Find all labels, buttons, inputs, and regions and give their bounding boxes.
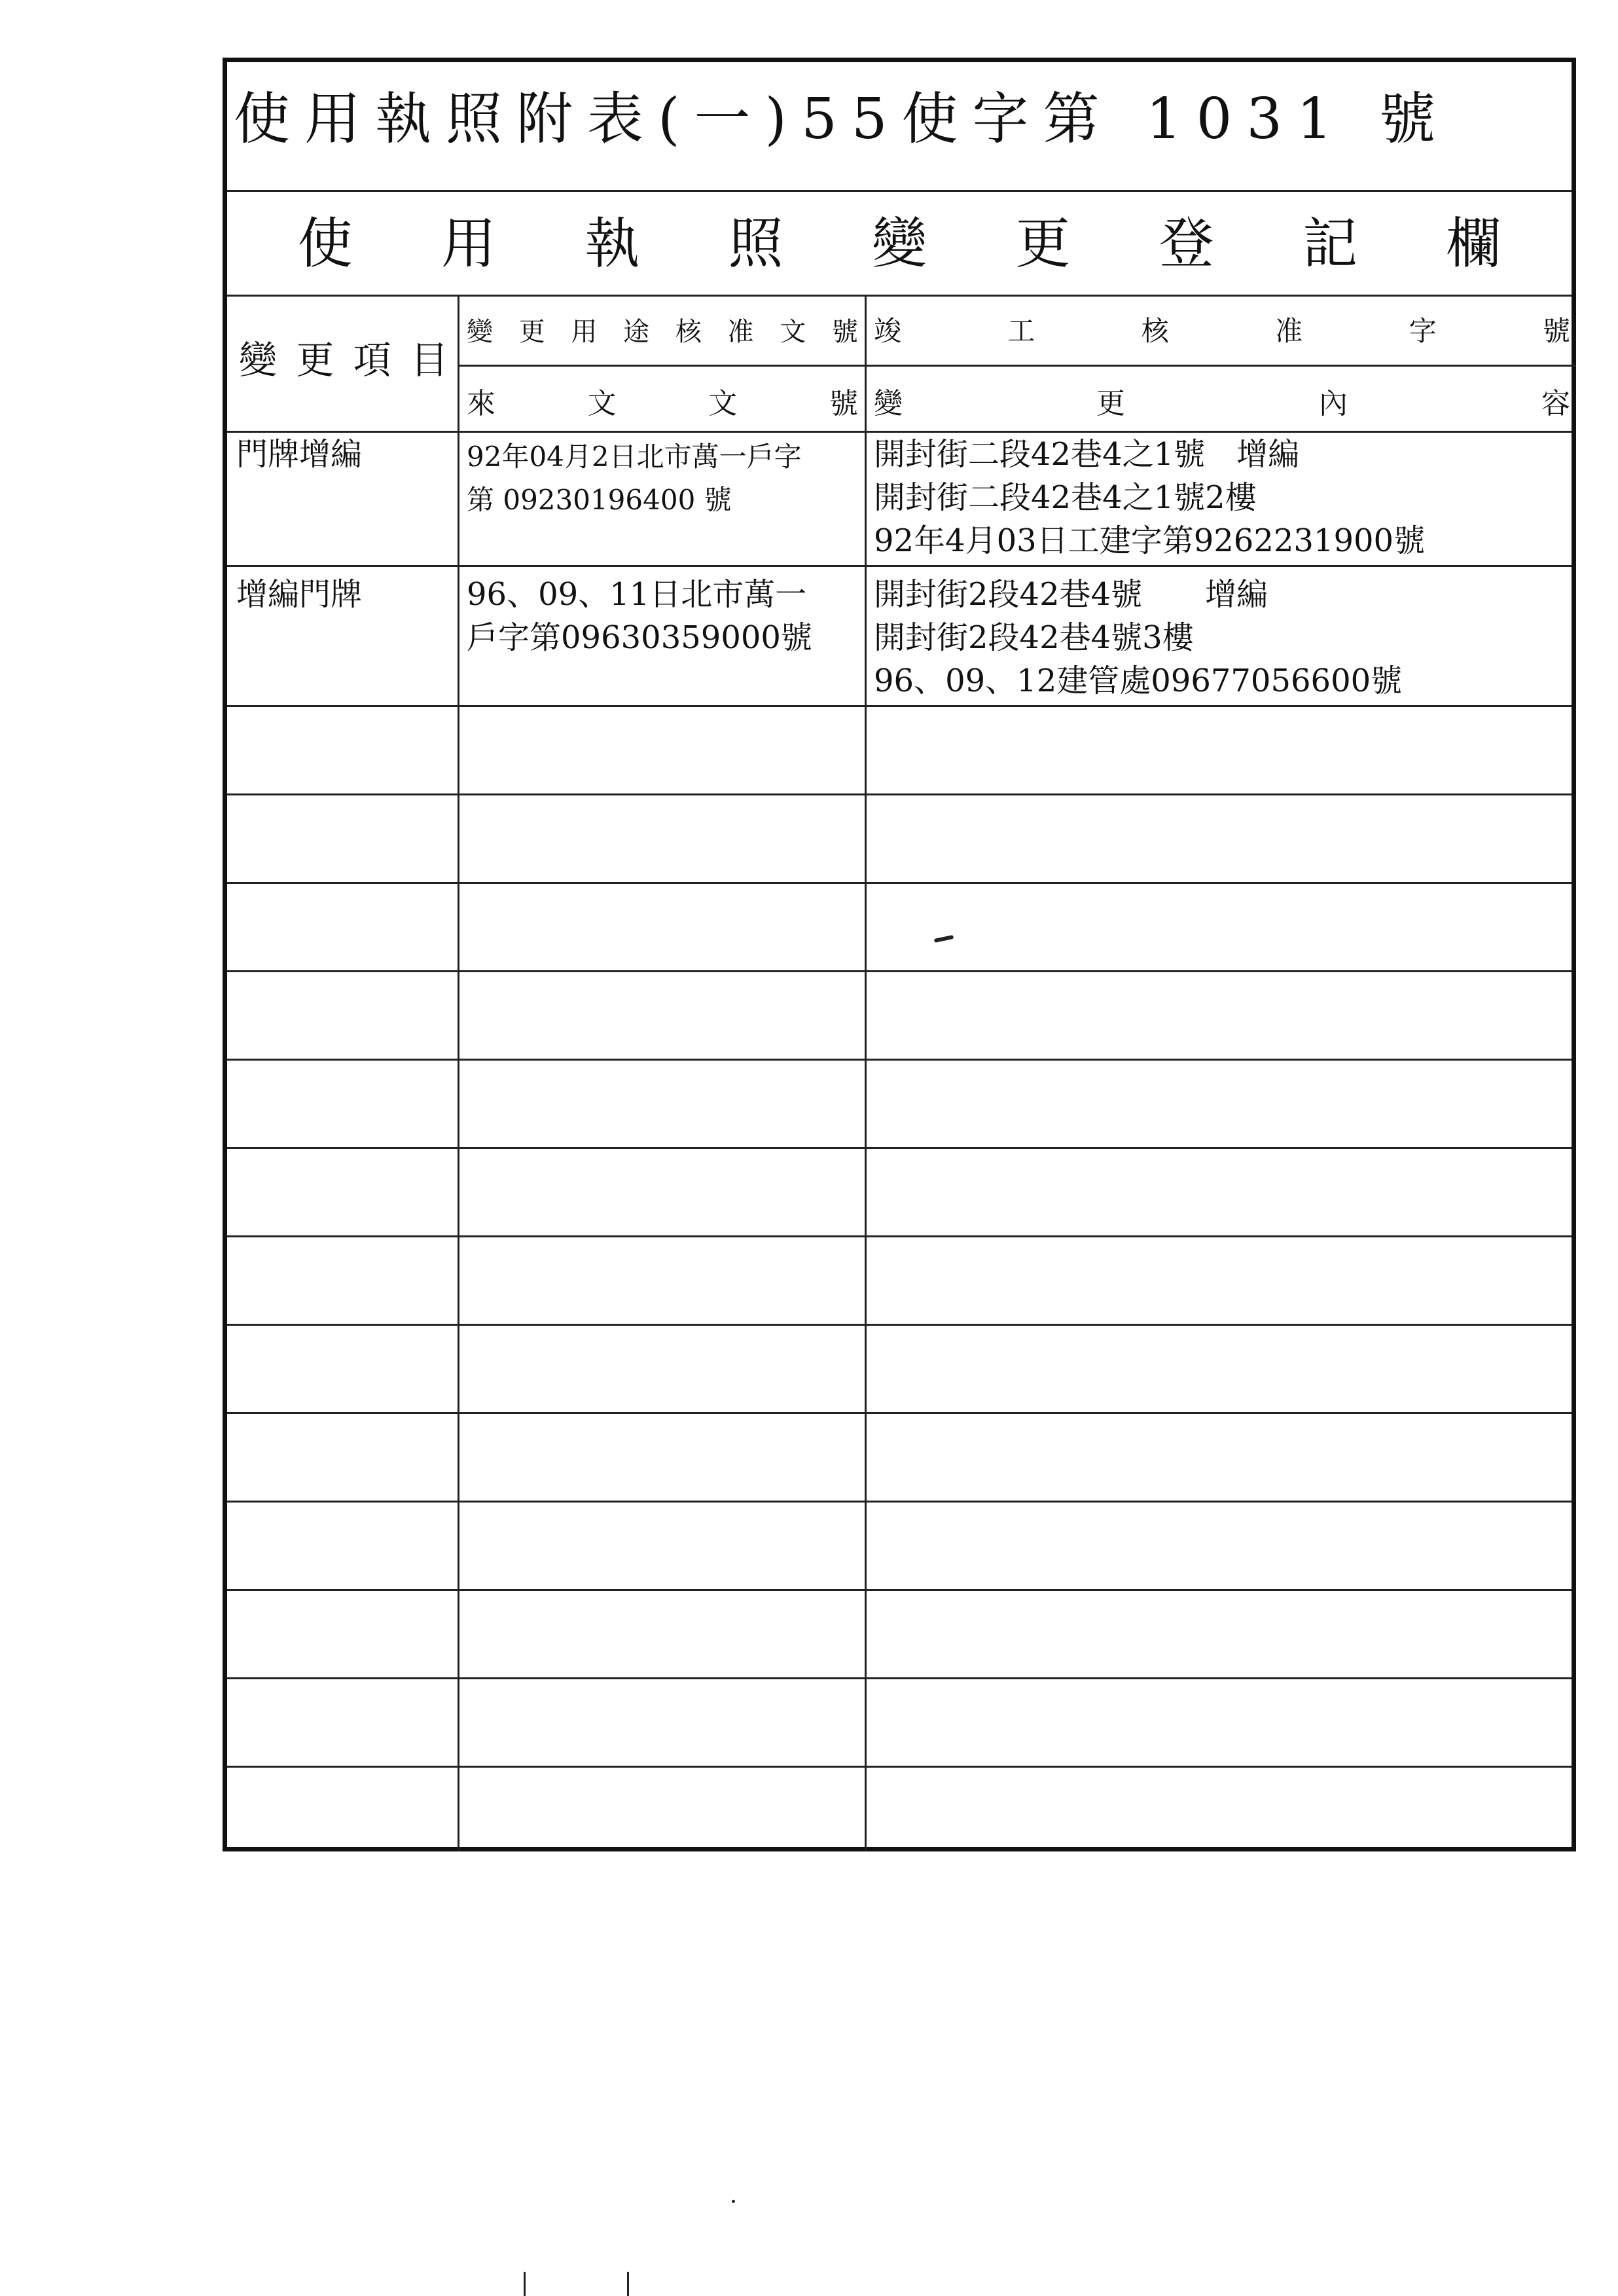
registration-table bbox=[223, 58, 1576, 1851]
row-divider bbox=[227, 1677, 1572, 1679]
row-divider bbox=[227, 1766, 1572, 1768]
header-approval-doc-no: 變 更 用 途 核 准 文 號 bbox=[467, 316, 858, 347]
header-completion-approval-no: 竣 工 核 准 字 號 bbox=[874, 315, 1570, 347]
scan-mark bbox=[627, 2272, 629, 2296]
column-header bbox=[227, 297, 1572, 433]
header-incoming-doc-no: 來 文 文 號 bbox=[467, 387, 858, 420]
row-2-content-line-1: 開封街2段42巷4號 增編 bbox=[874, 576, 1268, 613]
row-divider bbox=[227, 705, 1572, 707]
header-divider bbox=[458, 365, 1576, 367]
heading-char: 更 bbox=[1015, 211, 1071, 276]
document-title: 使用執照附表(一)55使字第 1031 號 bbox=[234, 86, 1450, 152]
row-1-doc-line-1: 92年04月2日北市萬一戶字 bbox=[467, 441, 802, 473]
row-divider bbox=[227, 565, 1572, 567]
row-1-content-line-3: 92年4月03日工建字第9262231900號 bbox=[874, 522, 1426, 559]
heading-char: 照 bbox=[728, 211, 783, 276]
heading-char: 執 bbox=[584, 211, 640, 276]
scan-speck bbox=[934, 935, 954, 943]
row-divider bbox=[227, 1324, 1572, 1326]
row-divider bbox=[227, 1589, 1572, 1591]
scan-mark bbox=[524, 2272, 526, 2296]
row-divider bbox=[227, 1501, 1572, 1503]
row-1-doc-line-2: 第 09230196400 號 bbox=[467, 484, 732, 516]
row-1-content-line-2: 開封街二段42巷4之1號2樓 bbox=[874, 479, 1257, 516]
heading-char: 登 bbox=[1159, 211, 1214, 276]
row-divider bbox=[227, 1412, 1572, 1414]
row-2-doc-line-1: 96、09、11日北市萬一 bbox=[467, 576, 807, 613]
row-divider bbox=[227, 882, 1572, 884]
title-row bbox=[227, 62, 1572, 192]
heading-char: 用 bbox=[440, 211, 496, 276]
row-divider bbox=[227, 1059, 1572, 1061]
heading-char: 記 bbox=[1302, 211, 1357, 276]
heading-char: 變 bbox=[871, 211, 927, 276]
header-change-item: 變 更 項 目 bbox=[239, 338, 448, 382]
row-2-doc-line-2: 戶字第09630359000號 bbox=[467, 619, 812, 656]
header-change-content: 變 更 內 容 bbox=[874, 387, 1570, 420]
row-2-content-line-3: 96、09、12建管處09677056600號 bbox=[874, 663, 1403, 699]
scan-speck bbox=[732, 2200, 735, 2203]
column-divider bbox=[865, 297, 867, 1851]
row-divider bbox=[227, 970, 1572, 972]
row-divider bbox=[227, 793, 1572, 795]
row-2-content-line-2: 開封街2段42巷4號3樓 bbox=[874, 619, 1194, 656]
section-heading bbox=[227, 192, 1572, 297]
column-divider bbox=[458, 297, 459, 1851]
row-divider bbox=[227, 1147, 1572, 1149]
row-1-content-line-1: 開封街二段42巷4之1號 增編 bbox=[874, 436, 1300, 473]
row-divider bbox=[227, 1235, 1572, 1237]
row-2-item: 增編門牌 bbox=[236, 576, 363, 613]
heading-char: 使 bbox=[297, 211, 353, 276]
heading-char: 欄 bbox=[1446, 211, 1501, 276]
row-1-item: 門牌增編 bbox=[236, 436, 363, 473]
